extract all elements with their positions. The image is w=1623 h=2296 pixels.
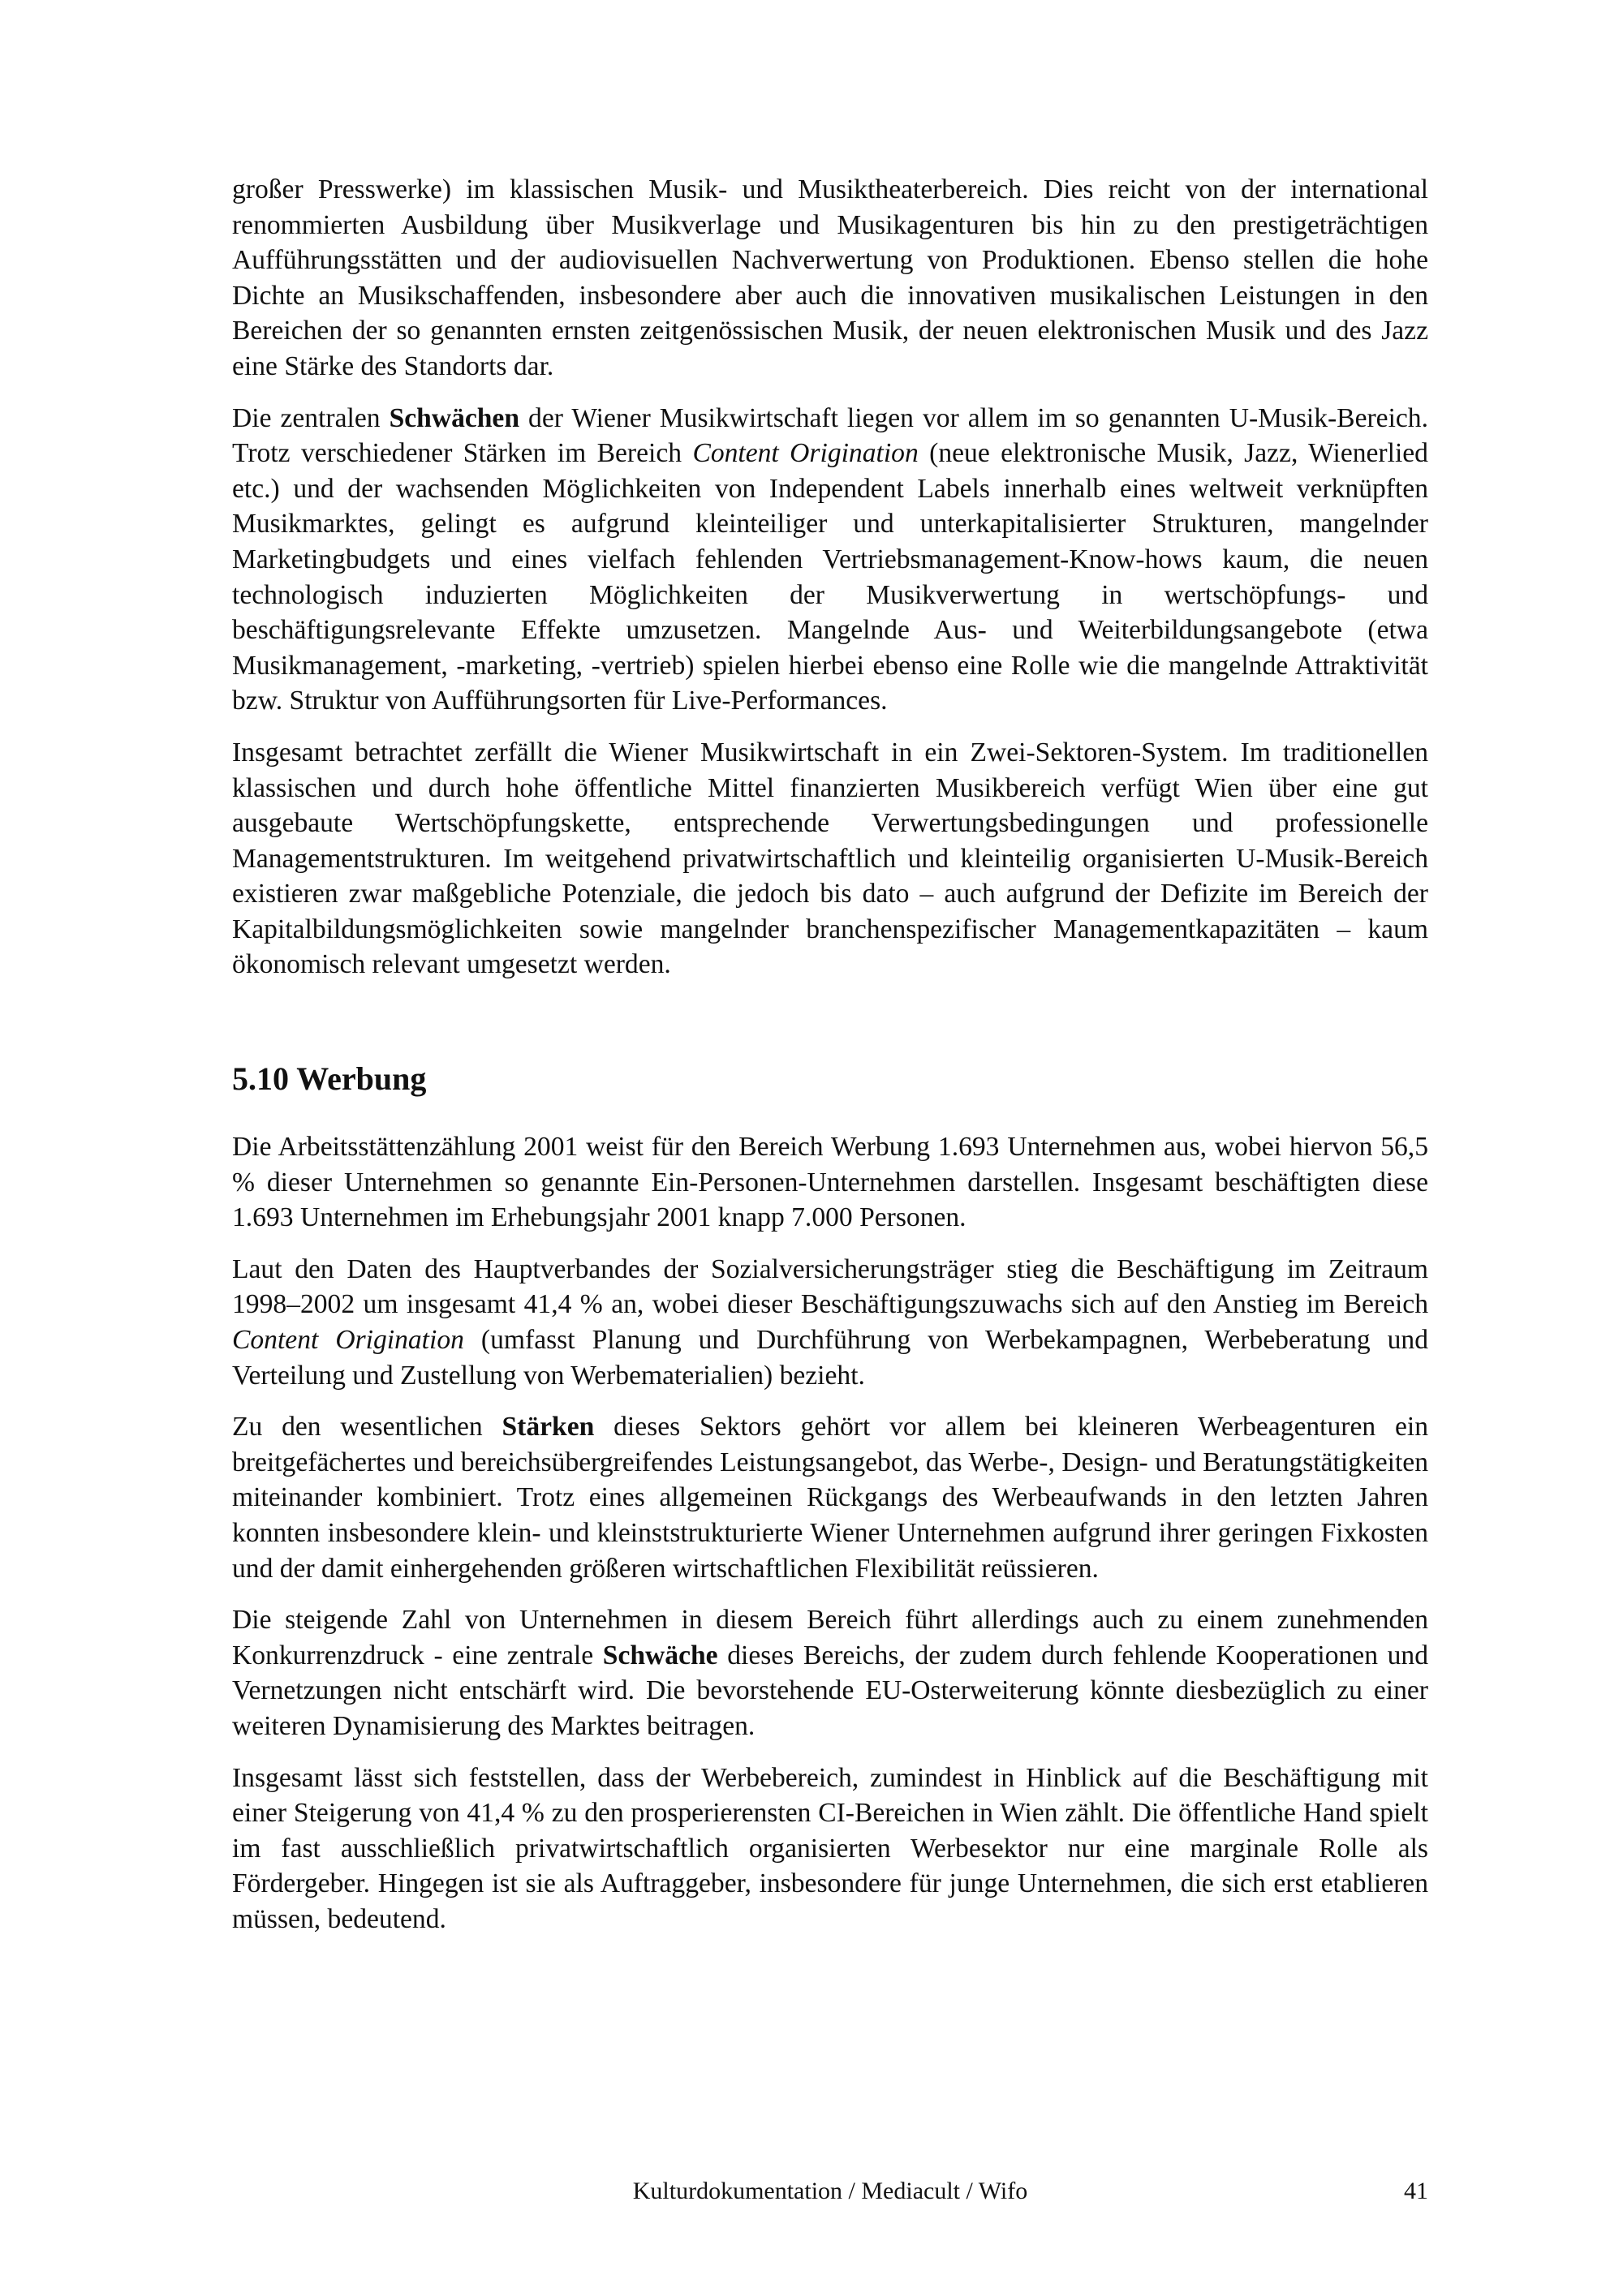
section-heading-werbung: 5.10 Werbung bbox=[232, 1060, 427, 1097]
paragraph-text: der Wiener Musikwirtschaft liegen vor allem im so genannten U-Musik-Bereich. Trotz verschiedener Stärken im Bereich bbox=[232, 402, 1428, 469]
paragraph-text: Insgesamt betrachtet zerfällt die Wiener Musikwirtschaft in ein Zwei-Sektoren-System. Im traditionellen klassischen und durch hohe öffentliche Mittel finanzierten Musikbereich verfügt Wien über eine gut ausgebaute Wertschöpfungskette, entsprechende Verwertungsbedingungen und professionelle Managementstrukturen. Im weitgehend privatwirtschaftlich und kleinteilig organisierten U-Musik-Bereich existieren zwar maßgebliche Potenziale, die jedoch bis dato – auch aufgrund der Defizite im Bereich der Kapitalbildungsmöglichkeiten sowie mangelnder branchenspezifischer Managementkapazitäten – kaum ökonomisch relevant umgesetzt werden. bbox=[232, 737, 1428, 980]
paragraph-text: Die steigende Zahl von Unternehmen in diesem Bereich führt allerdings auch zu einem zunehmenden Konkurrenzdruck - eine zentrale bbox=[232, 1605, 1428, 1670]
page-body bbox=[232, 172, 1428, 999]
paragraph-text: Insgesamt lässt sich feststellen, dass der Werbebereich, zumindest in Hinblick auf die Beschäftigung mit einer Steigerung von 41,4 % zu den prosperierensten CI-Bereichen in Wien zählt. Die öffentliche Hand spielt im fast ausschließlich privatwirtschaftlich organisierten Werbesektor nur eine marginale Rolle als Fördergeber. Hingegen ist sie als Auftraggeber, insbesondere für junge Unternehmen, die sich erst etablieren müssen, bedeutend. bbox=[232, 1762, 1428, 1934]
bold-keyword-schwaechen: Schwächen bbox=[389, 402, 520, 433]
paragraph-text: (umfasst Planung und Durchführung von Werbekampagnen, Werbeberatung und Verteilung und Zustellung von Werbematerialien) bezieht. bbox=[232, 1324, 1428, 1391]
paragraph-music-weaknesses bbox=[232, 401, 1428, 719]
paragraph-text: großer Presswerke) im klassischen Musik- und Musiktheaterbereich. Dies reicht von der international renommierten Ausbildung über Musikverlage und Musikagenturen bis hin zu den prestigeträchtigen Aufführungsstätten und der audiovisuellen Nachverwertung von Produktionen. Ebenso stellen die hohe Dichte an Musikschaffenden, insbesondere aber auch die innovativen musikalischen Leistungen in den Bereichen der so genannten ernsten zeitgenössischen Musik, der neuen elektronischen Musik und des Jazz eine Stärke des Standorts dar. bbox=[232, 174, 1428, 381]
page-footer bbox=[232, 2178, 1428, 2210]
paragraph-werbung-weakness bbox=[232, 1602, 1428, 1743]
paragraph-text: dieses Sektors gehört vor allem bei kleineren Werbeagenturen ein breitgefächertes und bereichsübergreifendes Leistungsangebot, das Werbe-, Design- und Beratungstätigkeiten miteinander kombiniert. Trotz eines allgemeinen Rückgangs des Werbeaufwands in den letzten Jahren konnten insbesondere klein- und kleinststrukturierte Wiener Unternehmen aufgrund ihrer geringen Fixkosten und der damit einhergehenden größeren wirtschaftlichen Flexibilität reüssieren. bbox=[232, 1412, 1428, 1584]
italic-term-content-origination: Content Origination bbox=[692, 438, 919, 469]
paragraph-werbung-employment bbox=[232, 1252, 1428, 1393]
footer-source: Kulturdokumentation / Mediacult / Wifo bbox=[632, 2178, 1028, 2204]
paragraph-werbung-census bbox=[232, 1129, 1428, 1236]
bold-keyword-schwaeche: Schwäche bbox=[602, 1640, 718, 1670]
paragraph-music-summary bbox=[232, 735, 1428, 982]
page-number: 41 bbox=[1404, 2178, 1428, 2204]
paragraph-werbung-summary bbox=[232, 1761, 1428, 1937]
paragraph-text: (neue elektronische Musik, Jazz, Wienerlied etc.) und der wachsenden Möglichkeiten von Independent Labels innerhalb eines weltweit verknüpften Musikmarktes, gelingt es aufgrund kleinteiliger und unterkapitalisierter Strukturen, mangelnder Marketingbudgets und eines vielfach fehlenden Vertriebsmanagement-Know-hows kaum, die neuen technologisch induzierten Möglichkeiten der Musikverwertung in wertschöpfungs- und beschäftigungsrelevante Effekte umzusetzen. Mangelnde Aus- und Weiterbildungsangebote (etwa Musikmanagement, -marketing, -vertrieb) spielen hierbei ebenso eine Rolle wie die mangelnde Attraktivität bzw. Struktur von Aufführungsorten für Live-Performances. bbox=[232, 438, 1428, 716]
italic-term-content-origination: Content Origination bbox=[232, 1324, 464, 1355]
paragraph-text: Zu den wesentlichen bbox=[232, 1412, 502, 1443]
paragraph-text: Die zentralen bbox=[232, 402, 390, 433]
bold-keyword-staerken: Stärken bbox=[502, 1412, 595, 1443]
paragraph-music-strengths bbox=[232, 172, 1428, 385]
paragraph-text: Laut den Daten des Hauptverbandes der Sozialversicherungsträger stieg die Beschäftigung im Zeitraum 1998–2002 um insgesamt 41,4 % an, wobei dieser Beschäftigungszuwachs sich auf den Anstieg im Bereich bbox=[232, 1253, 1428, 1320]
paragraph-werbung-strengths bbox=[232, 1409, 1428, 1586]
paragraph-text: Die Arbeitsstättenzählung 2001 weist für den Bereich Werbung 1.693 Unternehmen aus, wobei hiervon 56,5 % dieser Unternehmen so genannte Ein-Personen-Unternehmen darstellen. Insgesamt beschäftigten diese 1.693 Unternehmen im Erhebungsjahr 2001 knapp 7.000 Personen. bbox=[232, 1132, 1428, 1233]
section-werbung-body bbox=[232, 1129, 1428, 1953]
paragraph-text: dieses Bereichs, der zudem durch fehlende Kooperationen und Vernetzungen nicht entschärft wird. Die bevorstehende EU-Osterweiterung könnte diesbezüglich zu einer weiteren Dynamisierung des Marktes beitragen. bbox=[232, 1640, 1429, 1741]
